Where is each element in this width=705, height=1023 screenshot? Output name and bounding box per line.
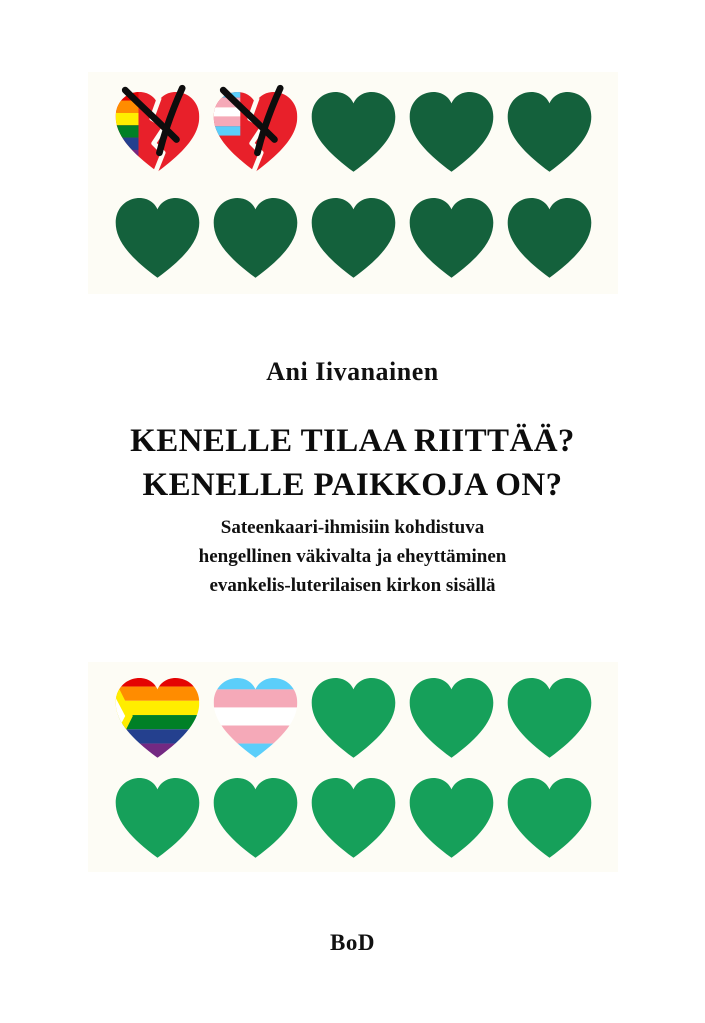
publisher-name: BoD: [330, 930, 375, 955]
plain-heart-icon: [404, 190, 499, 282]
broken-pride-heart-crossed-icon: [110, 84, 205, 176]
subtitle-line-2: hengellinen väkivalta ja eheyttäminen: [198, 545, 507, 567]
plain-heart-icon: [306, 190, 401, 282]
plain-heart-icon: [306, 84, 401, 176]
title-line-1: KENELLE TILAA RIITTÄÄ?: [130, 423, 575, 459]
plain-heart-icon: [404, 670, 499, 762]
plain-heart-icon: [110, 770, 205, 862]
heart-row: [88, 84, 618, 180]
subtitle: [0, 514, 705, 601]
pride-heart-icon: [110, 670, 205, 762]
heart-row: [88, 670, 618, 766]
plain-heart-icon: [502, 670, 597, 762]
plain-heart-icon: [110, 190, 205, 282]
plain-heart-icon: [208, 770, 303, 862]
plain-heart-icon: [208, 190, 303, 282]
plain-heart-icon: [502, 770, 597, 862]
broken-trans-heart-crossed-icon: [208, 84, 303, 176]
plain-heart-icon: [306, 770, 401, 862]
heart-row: [88, 770, 618, 866]
heart-row: [88, 190, 618, 286]
subtitle-line-3: evankelis-luterilaisen kirkon sisällä: [209, 574, 496, 596]
plain-heart-icon: [502, 84, 597, 176]
author-name: Ani Iivanainen: [266, 357, 439, 386]
page-title: [0, 420, 705, 507]
subtitle-line-1: Sateenkaari-ihmisiin kohdistuva: [220, 517, 485, 538]
plain-heart-icon: [306, 670, 401, 762]
plain-heart-icon: [404, 770, 499, 862]
title-line-2: KENELLE PAIKKOJA ON?: [142, 466, 563, 503]
trans-heart-icon: [208, 670, 303, 762]
top-artwork-panel: [88, 72, 618, 294]
plain-heart-icon: [502, 190, 597, 282]
bottom-artwork-panel: [88, 662, 618, 872]
plain-heart-icon: [404, 84, 499, 176]
